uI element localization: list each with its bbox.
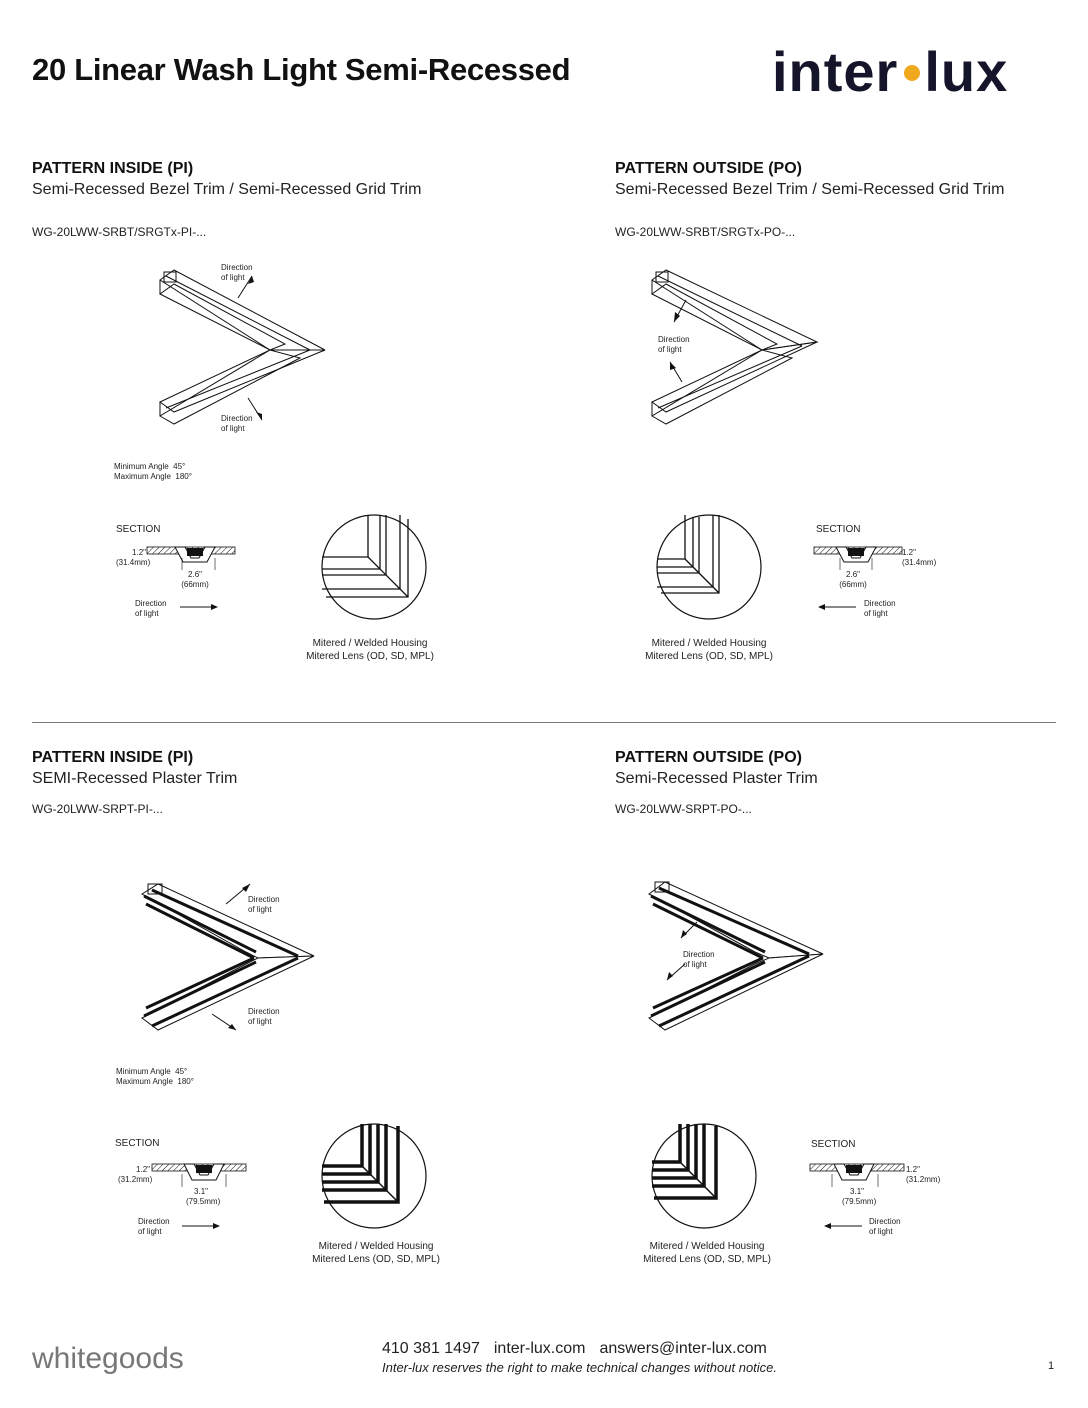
section-subtitle: Semi-Recessed Plaster Trim (615, 770, 818, 787)
direction-label: Direction of light (221, 263, 253, 282)
phone-number: 410 381 1497 (382, 1340, 480, 1357)
mitered-corner-detail (320, 1122, 428, 1230)
direction-label: Direction of light (135, 599, 167, 618)
height-dimension: 1.2" (31.4mm) (116, 548, 151, 567)
angle-spec: Minimum Angle 45° Maximum Angle 180° (116, 1067, 194, 1086)
section-subtitle: Semi-Recessed Bezel Trim / Semi-Recessed Grid Trim (32, 181, 422, 198)
detail-caption: Mitered / Welded Housing Mitered Lens (OD, SD, MPL) (306, 638, 434, 662)
section-label: SECTION (115, 1138, 160, 1149)
contact-line (382, 1340, 781, 1358)
detail-caption: Mitered / Welded Housing Mitered Lens (OD, SD, MPL) (643, 1241, 771, 1265)
detail-caption: Mitered / Welded Housing Mitered Lens (OD, SD, MPL) (312, 1241, 440, 1265)
direction-label: Direction of light (248, 1007, 280, 1026)
mitered-corner-detail (320, 513, 428, 621)
whitegoods-logo: whitegoods (32, 1342, 184, 1375)
direction-label: Direction of light (138, 1217, 170, 1236)
detail-caption: Mitered / Welded Housing Mitered Lens (OD, SD, MPL) (645, 638, 773, 662)
direction-label: Direction of light (683, 950, 715, 969)
product-code: WG-20LWW-SRPT-PI-... (32, 802, 163, 816)
angle-spec: Minimum Angle 45° Maximum Angle 180° (114, 462, 192, 481)
interlux-logo (772, 40, 1008, 104)
width-dimension: 2.6" (66mm) (181, 570, 209, 589)
mitered-corner-detail (650, 1122, 758, 1230)
direction-label: Direction of light (864, 599, 896, 618)
product-code: WG-20LWW-SRPT-PO-... (615, 802, 752, 816)
direction-label: Direction of light (221, 414, 253, 433)
arrow-left-icon (816, 603, 856, 611)
section-label: SECTION (116, 524, 161, 535)
section-label: SECTION (816, 524, 861, 535)
website-link[interactable]: inter-lux.com (493, 1340, 586, 1357)
arrow-left-icon (822, 1222, 862, 1230)
pi-bezel-corner-drawing (150, 262, 330, 432)
direction-label: Direction of light (658, 335, 690, 354)
logo-left: inter (772, 40, 899, 103)
section-subtitle: Semi-Recessed Bezel Trim / Semi-Recessed Grid Trim (615, 181, 1005, 198)
direction-label: Direction of light (248, 895, 280, 914)
section-heading: PATTERN INSIDE (PI) (32, 749, 194, 766)
section-profile-drawing (150, 1160, 250, 1190)
mitered-corner-detail (655, 513, 763, 621)
section-label: SECTION (811, 1139, 856, 1150)
pi-plaster-corner-drawing (138, 880, 318, 1040)
height-dimension: 1.2" (31.2mm) (906, 1165, 941, 1184)
po-plaster-corner-drawing (645, 876, 825, 1040)
page-title: 20 Linear Wash Light Semi-Recessed (32, 52, 571, 87)
section-subtitle: SEMI-Recessed Plaster Trim (32, 770, 238, 787)
arrow-right-icon (180, 603, 220, 611)
section-heading: PATTERN OUTSIDE (PO) (615, 749, 802, 766)
section-heading: PATTERN OUTSIDE (PO) (615, 160, 802, 177)
logo-right: lux (924, 40, 1009, 103)
section-heading: PATTERN INSIDE (PI) (32, 160, 194, 177)
width-dimension: 3.1" (79.5mm) (842, 1187, 877, 1206)
section-profile-drawing (808, 1160, 908, 1190)
disclaimer-note: Inter-lux reserves the right to make technical changes without notice. (382, 1360, 778, 1375)
logo-dot-icon (904, 65, 920, 81)
product-code: WG-20LWW-SRBT/SRGTx-PI-... (32, 225, 207, 239)
section-divider (32, 722, 1056, 723)
arrow-right-icon (182, 1222, 222, 1230)
height-dimension: 1.2" (31.4mm) (902, 548, 937, 567)
width-dimension: 2.6" (66mm) (839, 570, 867, 589)
page-number: 1 (1048, 1360, 1055, 1372)
height-dimension: 1.2" (31.2mm) (118, 1165, 153, 1184)
product-code: WG-20LWW-SRBT/SRGTx-PO-... (615, 225, 796, 239)
width-dimension: 3.1" (79.5mm) (186, 1187, 221, 1206)
direction-label: Direction of light (869, 1217, 901, 1236)
email-link[interactable]: answers@inter-lux.com (599, 1340, 767, 1357)
